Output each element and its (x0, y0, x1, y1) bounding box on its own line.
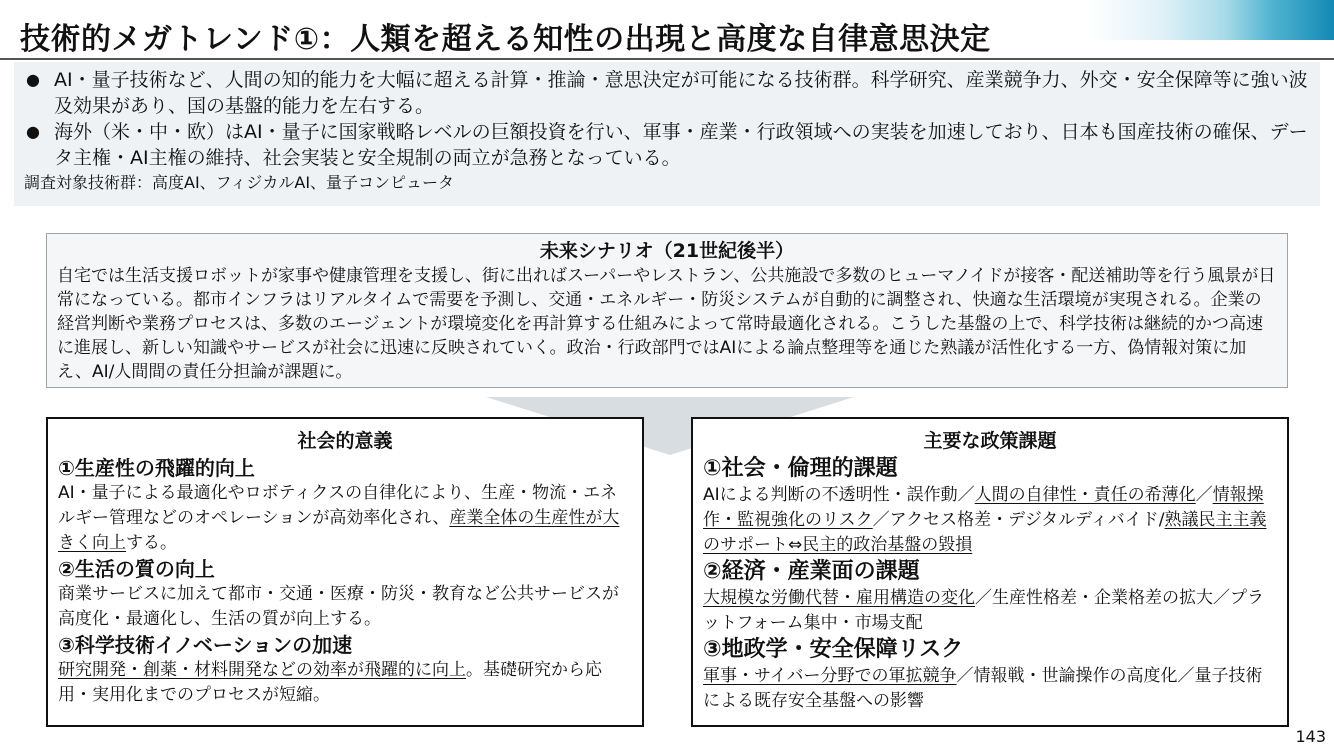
text-run: ／情報戦・世論操作の高度化／量子技術による既存安全基盤への影響 (703, 666, 1263, 711)
summary-panel (14, 62, 1320, 206)
text-run: ／ (1195, 485, 1213, 505)
item-heading: ①社会・倫理的課題 (703, 456, 898, 481)
item-body (703, 483, 1277, 558)
page-number: 143 (1295, 727, 1326, 746)
social-significance-title: 社会的意義 (297, 430, 393, 452)
underlined-text: 軍事・サイバー分野での軍拡競争 (703, 666, 957, 686)
item-body (58, 481, 632, 556)
text-run: する。 (126, 533, 177, 553)
item-heading: ①生産性の飛躍的向上 (58, 456, 255, 480)
scenario-body: 自宅では生活支援ロボットが家事や健康管理を支援し、街に出ればスーパーやレストラン、公共施設で多数のヒューマノイドが接客・配送補助等を行う風景が日常になっている。都市インフラはリアルタイムで需要を予測し、交通・エネルギー・防災システムが自動的に調整され、快適な生活環境が実現される。企業の経営判断や業務プロセスは、多数のエージェントが環境変化を再計算する仕組みによって常時最適化される。こうした基盤の上で、科学技術は継続的かつ高速に進展し、新しい知識やサービスが社会に迅速に反映されていく。政治・行政部門ではAIによる論点整理等を通じた熟議が活性化する一方、偽情報対策に加え、AI/人間間の責任分担論が課題に。 (57, 266, 1276, 382)
item-body (703, 586, 1277, 636)
item-heading: ②生活の質の向上 (58, 557, 215, 581)
scope-note: 調査対象技術群：高度AI、フィジカルAI、量子コンピュータ (24, 173, 455, 192)
underlined-text: 産業全体の生産性が大きく向上 (58, 508, 620, 553)
text-run: AIによる判断の不透明性・誤作動／ (703, 485, 975, 505)
underlined-text: 研究開発・創薬・材料開発などの効率が飛躍的に向上 (58, 660, 466, 680)
item-body (58, 658, 632, 708)
item-body (703, 664, 1277, 714)
summary-bullet-text: AI・量子技術など、人間の知的能力を大幅に超える計算・推論・意思決定が可能になる技術群。科学研究、産業競争力、外交・安全保障等に強い波及効果があり、国の基盤的能力を左右する。 (54, 69, 1308, 117)
bullet-icon: ● (26, 70, 40, 89)
text-run: 。基礎研究から応用・実用化までのプロセスが短縮。 (58, 660, 602, 705)
text-run: 商業サービスに加えて都市・交通・医療・防災・教育など公共サービスが高度化・最適化し、生活の質が向上する。 (58, 584, 619, 629)
policy-issues-box (691, 417, 1289, 727)
policy-issues-title: 主要な政策課題 (923, 430, 1057, 452)
text-run: AI・量子による最適化やロボティクスの自律化により、生産・物流・エネルギー管理などのオペレーションが高効率化され、 (58, 483, 618, 528)
summary-bullet (24, 119, 1310, 171)
scenario-title: 未来シナリオ（21世紀後半） (539, 240, 795, 262)
page-title: 技術的メガトレンド①：人類を超える知性の出現と高度な自律意思決定 (20, 22, 991, 57)
item-heading: ③科学技術イノベーションの加速 (58, 633, 353, 657)
underlined-text: 人間の自律性・責任の希薄化 (974, 485, 1196, 505)
text-run: ／アクセス格差・デジタルディバイド/ (872, 510, 1165, 530)
item-body (58, 582, 632, 632)
underlined-text: 情報操作・監視強化のリスク (703, 485, 1264, 530)
underlined-text: 熟議民主主義のサポート⇔民主的政治基盤の毀損 (703, 510, 1267, 555)
title-divider (0, 58, 1334, 60)
bullet-icon: ● (26, 122, 40, 141)
text-run: ／生産性格差・企業格差の拡大／プラットフォーム集中・市場支配 (703, 588, 1264, 633)
future-scenario-box (46, 233, 1288, 388)
item-heading: ③地政学・安全保障リスク (703, 637, 964, 662)
summary-bullet-text: 海外（米・中・欧）はAI・量子に国家戦略レベルの巨額投資を行い、軍事・産業・行政領域への実装を加速しており、日本も国産技術の確保、データ主権・AI主権の維持、社会実装と安全規制の両立が急務となっている。 (54, 121, 1308, 169)
underlined-text: 大規模な労働代替・雇用構造の変化 (703, 588, 975, 608)
summary-bullet (24, 67, 1310, 119)
header-gradient-decoration (1090, 0, 1334, 40)
social-significance-box (46, 417, 644, 727)
item-heading: ②経済・産業面の課題 (703, 559, 920, 584)
